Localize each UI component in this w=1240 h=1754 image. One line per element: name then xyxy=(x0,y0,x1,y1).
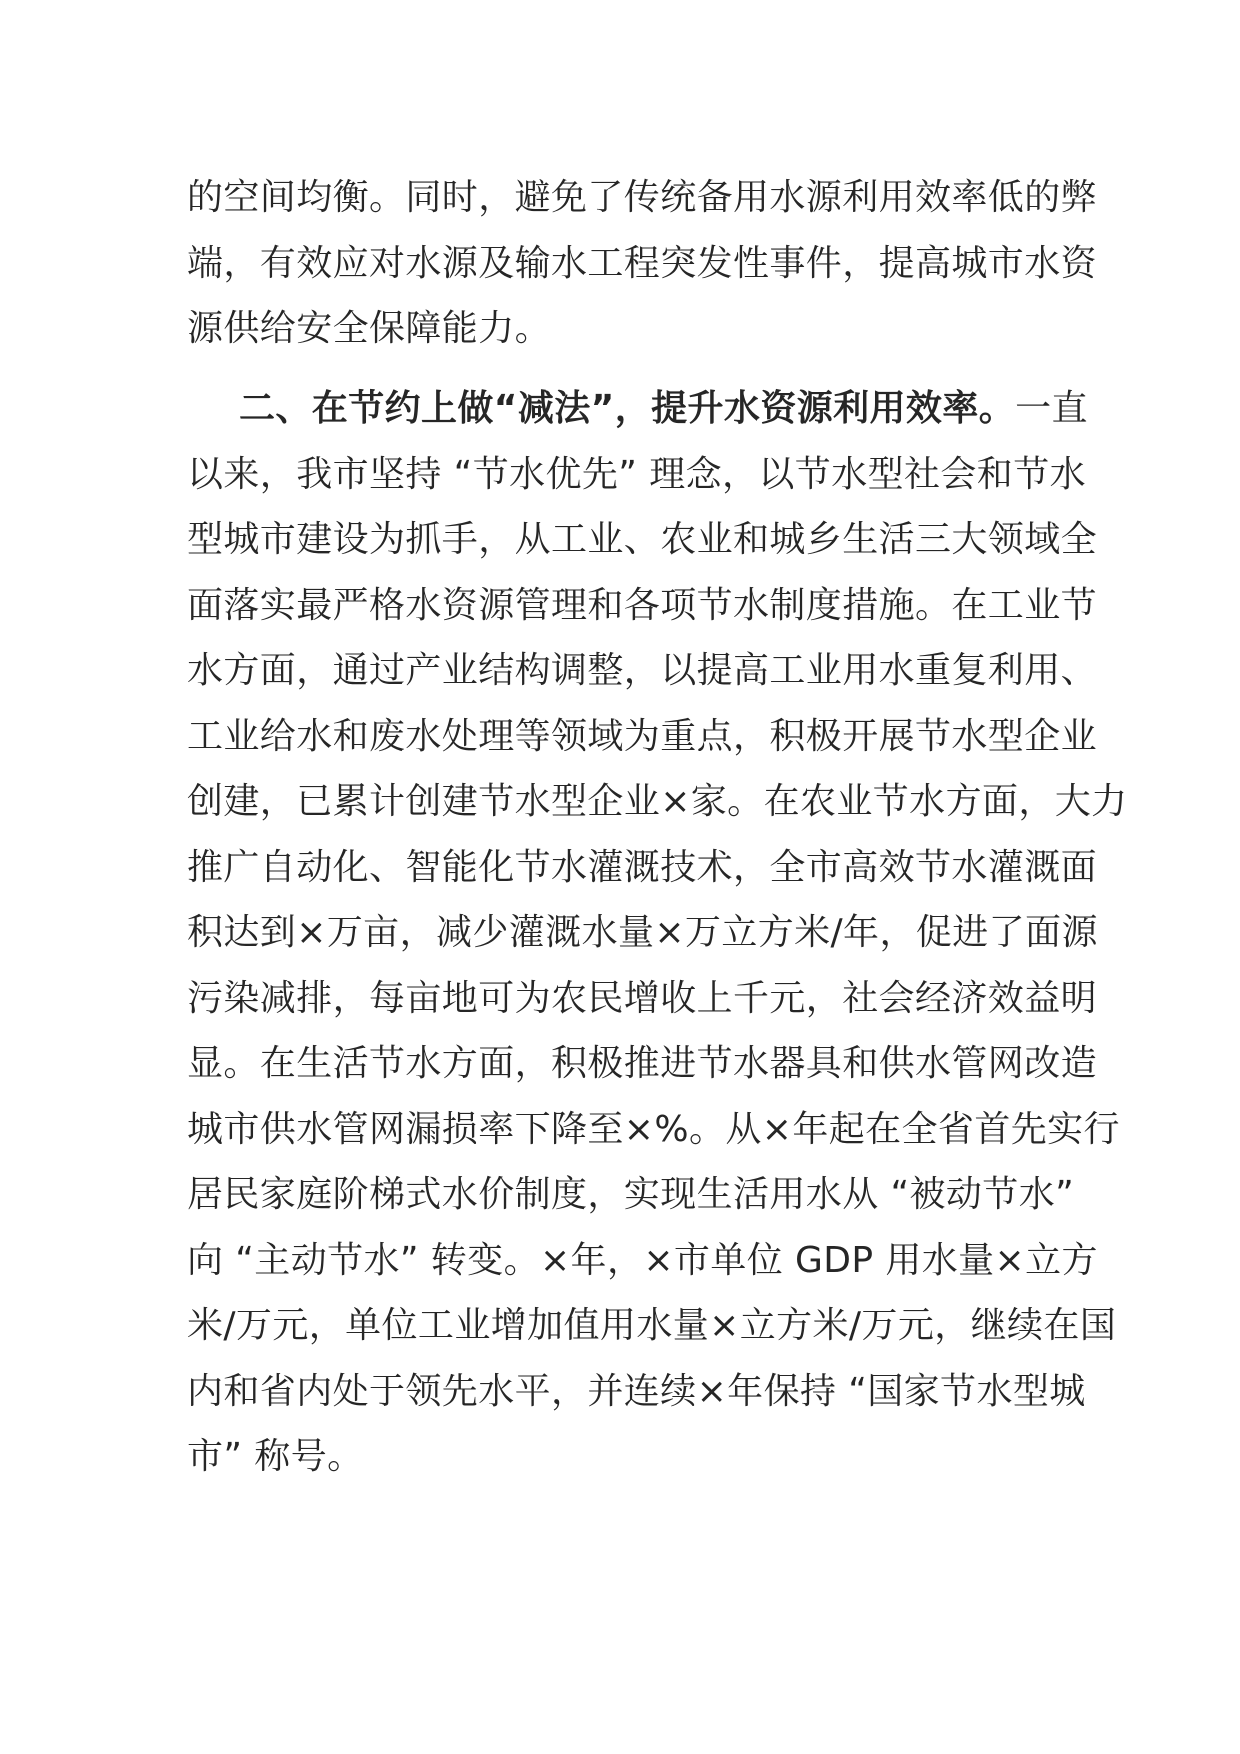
text-line: 创建，已累计创建节水型企业×家。在农业节水方面，大力 xyxy=(187,781,1128,822)
text-line: 积达到×万亩，减少灌溉水量×万立方米/年，促进了面源 xyxy=(187,912,1098,953)
section-heading: 二、在节约上做“减法”，提升水资源利用效率。 xyxy=(239,388,1016,429)
text-line: 水方面，通过产业结构调整，以提高工业用水重复利用、 xyxy=(187,650,1098,691)
text-line: 内和省内处于领先水平，并连续×年保持 “国家节水型城 xyxy=(187,1370,1086,1412)
text-line: 城市供水管网漏损率下降至×%。从×年起在全省首先实行 xyxy=(187,1108,1120,1150)
text-line: 市” 称号。 xyxy=(187,1436,364,1477)
text-line: 源供给安全保障能力。 xyxy=(187,308,552,349)
paragraph-2 xyxy=(187,376,1128,1490)
text-line: 端，有效应对水源及输水工程突发性事件，提高城市水资 xyxy=(187,242,1098,284)
text-line: 米/万元，单位工业增加值用水量×立方米/万元，继续在国 xyxy=(187,1305,1117,1346)
text-line: 污染减排，每亩地可为农民增收上千元，社会经济效益明 xyxy=(187,977,1098,1019)
paragraph-1 xyxy=(187,165,1098,362)
text-line: 面落实最严格水资源管理和各项节水制度措施。在工业节 xyxy=(187,584,1098,626)
text-line: 以来，我市坚持 “节水优先” 理念，以节水型社会和节水 xyxy=(187,453,1086,495)
text-line: 工业给水和废水处理等领域为重点，积极开展节水型企业 xyxy=(187,715,1098,757)
text-line: 推广自动化、智能化节水灌溉技术，全市高效节水灌溉面 xyxy=(187,846,1098,888)
text-line: 向 “主动节水” 转变。×年，×市单位 GDP 用水量×立方 xyxy=(187,1239,1098,1281)
text-line: 居民家庭阶梯式水价制度，实现生活用水从 “被动节水” xyxy=(187,1174,1075,1215)
text-line xyxy=(187,376,1088,442)
text-line: 显。在生活节水方面，积极推进节水器具和供水管网改造 xyxy=(187,1043,1098,1084)
heading-continuation: 一直 xyxy=(1015,388,1088,429)
text-line: 型城市建设为抓手，从工业、农业和城乡生活三大领域全 xyxy=(187,519,1098,560)
text-line: 的空间均衡。同时，避免了传统备用水源利用效率低的弊 xyxy=(187,177,1098,218)
